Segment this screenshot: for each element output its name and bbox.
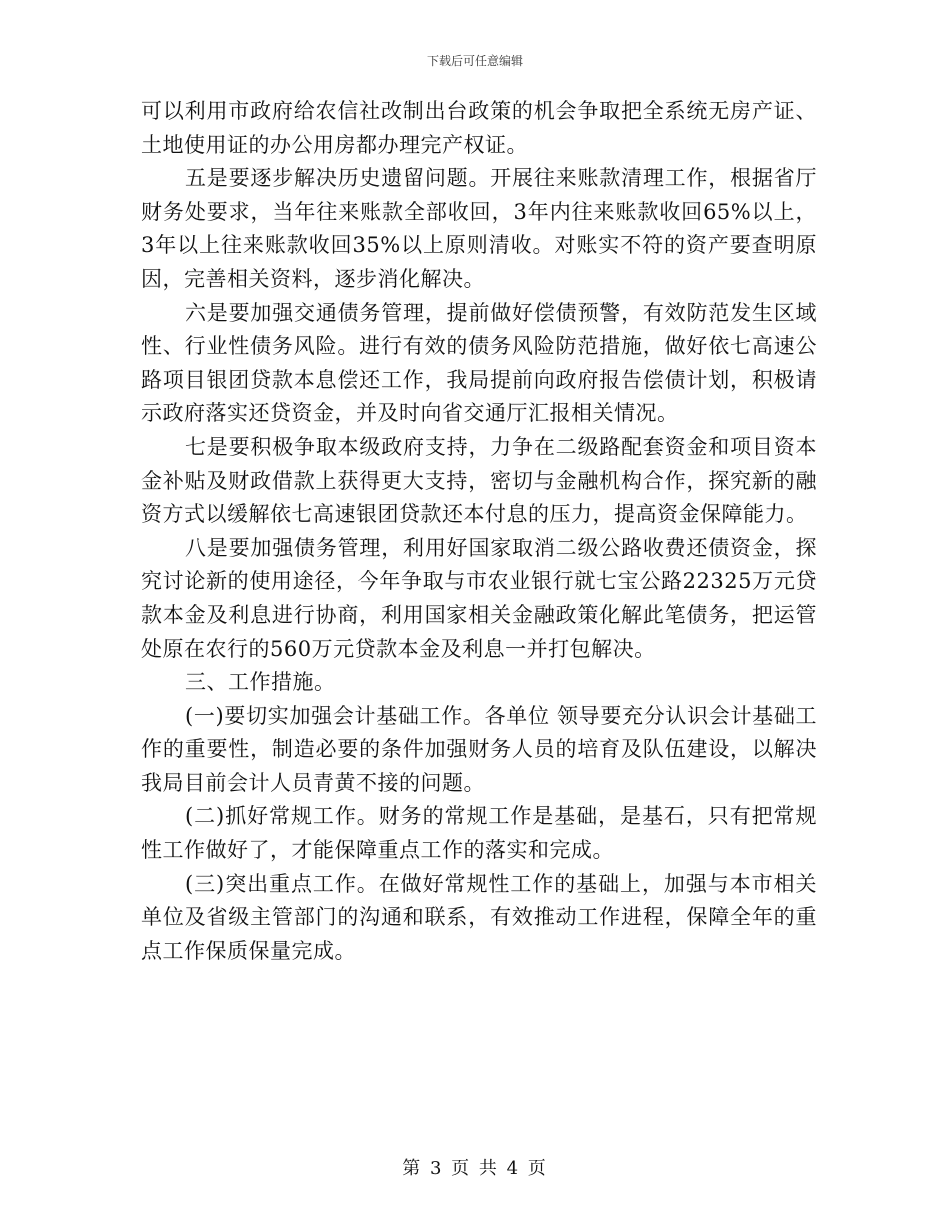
- document-body: [141, 95, 817, 968]
- paragraph-3: 六是要加强交通债务管理，提前做好偿债预警，有效防范发生区域性、行业性债务风险。进行有效的债务风险防范措施，做好依七高速公路项目银团贷款本息偿还工作，我局提前向政府报告偿债计划，积极请示政府落实还贷资金，并及时向省交通厅汇报相关情况。: [141, 300, 817, 426]
- page-number-footer: 第 3 页 共 4 页: [402, 1158, 548, 1179]
- paragraph-4: 七是要积极争取本级政府支持，力争在二级路配套资金和项目资本金补贴及财政借款上获得更大支持，密切与金融机构合作，探究新的融资方式以缓解依七高速银团贷款还本付息的压力，提高资金保障能力。: [141, 434, 817, 527]
- paragraph-measure-1: (一)要切实加强会计基础工作。各单位 领导要充分认识会计基础工作的重要性，制造必要的条件加强财务人员的培育及队伍建设，以解决我局目前会计人员青黄不接的问题。: [141, 703, 817, 795]
- page-header: 下载后可任意编辑: [426, 54, 523, 68]
- paragraph-2: 五是要逐步解决历史遗留问题。开展往来账款清理工作，根据省厅财务处要求，当年往来账款全部收回，3年内往来账款收回65%以上，3年以上往来账款收回35%以上原则清收。对账实不符的资产要查明原因，完善相关资料，逐步消化解决。: [141, 166, 817, 291]
- paragraph-measure-2: (二)抓好常规工作。财务的常规工作是基础，是基石，只有把常规性工作做好了，才能保障重点工作的落实和完成。: [141, 804, 817, 863]
- paragraph-5: 八是要加强债务管理，利用好国家取消二级公路收费还债资金，探究讨论新的使用途径，今年争取与市农业银行就七宝公路22325万元贷款本金及利息进行协商，利用国家相关金融政策化解此笔债务，把运管处原在农行的560万元贷款本金及利息一并打包解决。: [141, 535, 817, 661]
- paragraph-1: 可以利用市政府给农信社改制出台政策的机会争取把全系统无房产证、土地使用证的办公用房都办理完产权证。: [141, 99, 817, 157]
- section-heading: 三、工作措施。: [185, 670, 336, 695]
- paragraph-measure-3: (三)突出重点工作。在做好常规性工作的基础上，加强与本市相关单位及省级主管部门的沟通和联系，有效推动工作进程，保障全年的重点工作保质保量完成。: [141, 871, 817, 963]
